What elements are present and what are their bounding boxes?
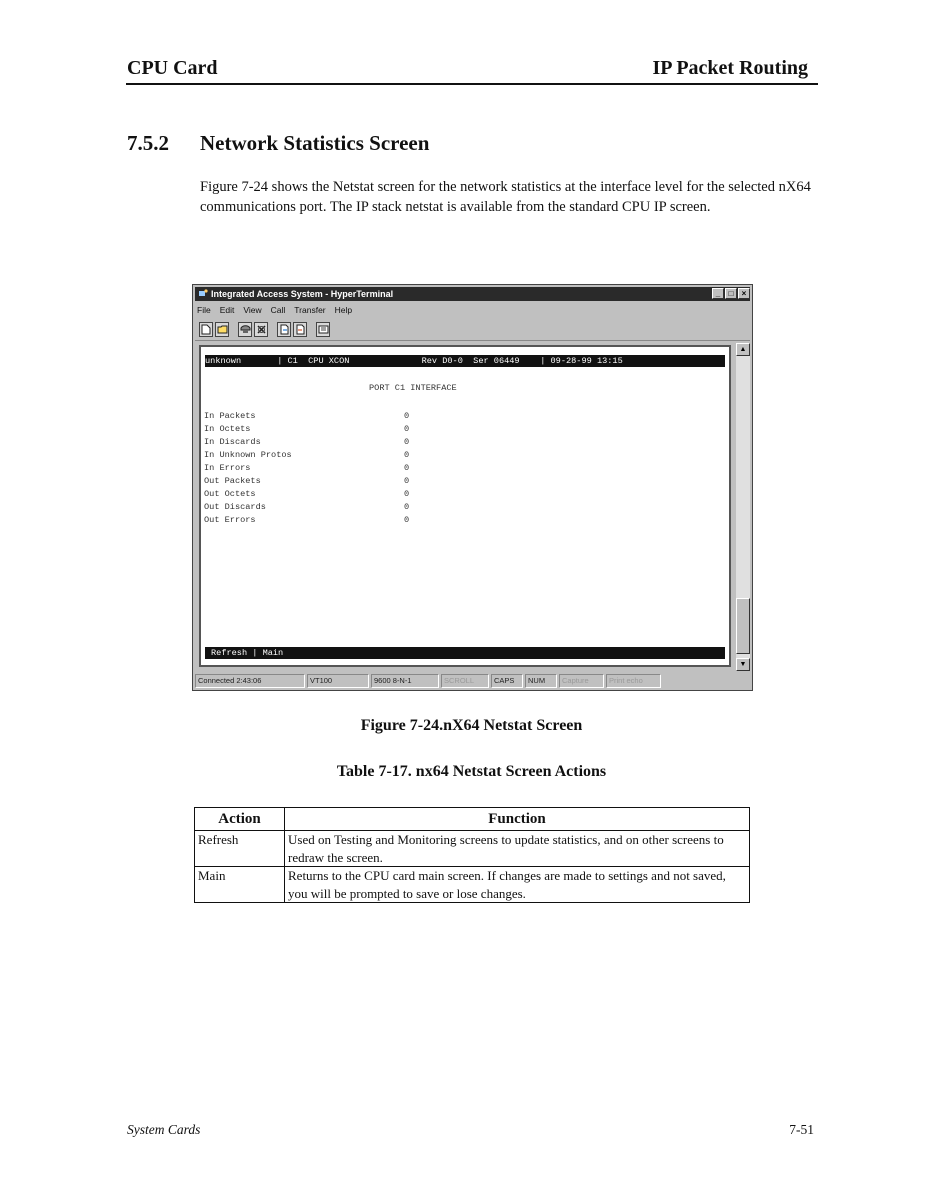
header-rule <box>126 83 818 85</box>
function-cell: Used on Testing and Monitoring screens to update statistics, and on other screens to redraw the screen. <box>285 831 750 867</box>
column-header-action: Action <box>195 808 285 831</box>
open-folder-icon[interactable] <box>215 322 229 337</box>
terminal-area[interactable] <box>199 345 731 667</box>
table-header-row <box>195 808 750 831</box>
section-number: 7.5.2 <box>127 131 169 155</box>
minimize-button[interactable]: _ <box>712 288 724 299</box>
stat-label: Out Discards <box>204 502 266 512</box>
section-title: Network Statistics Screen <box>200 131 430 155</box>
terminal-screen <box>203 349 727 663</box>
action-cell: Main <box>195 867 285 903</box>
stat-label: Out Octets <box>204 489 256 499</box>
terminal-heading: PORT C1 INTERFACE <box>369 383 457 393</box>
table-row <box>195 831 750 867</box>
scroll-down-arrow-icon[interactable]: ▼ <box>736 658 750 671</box>
stat-label: In Packets <box>204 411 256 421</box>
terminal-action-bar[interactable]: Refresh | Main <box>205 647 725 659</box>
menu-call[interactable]: Call <box>270 305 286 315</box>
column-header-function: Function <box>285 808 750 831</box>
function-cell: Returns to the CPU card main screen. If changes are made to settings and not saved, you will be prompted to save or lose changes. <box>285 867 750 903</box>
footer-section-name: System Cards <box>127 1122 201 1137</box>
stat-label: In Octets <box>204 424 251 434</box>
disconnect-icon[interactable] <box>254 322 268 337</box>
menu-edit[interactable]: Edit <box>219 305 235 315</box>
properties-icon[interactable] <box>316 322 330 337</box>
send-file-icon[interactable] <box>277 322 291 337</box>
menu-file[interactable]: File <box>197 305 211 315</box>
intro-paragraph: Figure 7-24 shows the Netstat screen for the network statistics at the interface level for the selected nX64 communications port. The IP stack netstat is available from the standard CPU IP screen. <box>200 179 811 215</box>
table-row <box>195 867 750 903</box>
action-cell: Refresh <box>195 831 285 867</box>
stat-row <box>204 476 409 486</box>
close-button[interactable]: × <box>738 288 750 299</box>
scroll-up-arrow-icon[interactable]: ▲ <box>736 343 750 356</box>
stat-value: 0 <box>404 515 410 525</box>
hyperterminal-app-icon <box>199 288 208 297</box>
stat-row <box>204 450 409 460</box>
vertical-scrollbar[interactable] <box>736 343 750 671</box>
running-header-chapter: CPU Card <box>127 57 218 79</box>
toolbar <box>199 320 330 338</box>
hyperterminal-window <box>192 284 753 691</box>
stat-value: 0 <box>404 476 410 486</box>
stat-row <box>204 502 409 512</box>
receive-file-icon[interactable] <box>293 322 307 337</box>
window-titlebar <box>195 287 750 301</box>
menu-bar <box>197 303 352 317</box>
stat-value: 0 <box>404 502 410 512</box>
terminal-status-line: unknown | C1 CPU XCON Rev D0-0 Ser 06449 | 09-28-99 13:15 <box>205 355 725 367</box>
stat-row <box>204 463 409 473</box>
status-emulation: VT100 <box>307 674 369 688</box>
menu-view[interactable]: View <box>243 305 262 315</box>
stat-label: In Unknown Protos <box>204 450 292 460</box>
status-print-echo: Print echo <box>606 674 661 688</box>
stat-label: In Discards <box>204 437 261 447</box>
stat-row <box>204 411 409 421</box>
stat-value: 0 <box>404 411 410 421</box>
status-settings: 9600 8-N-1 <box>371 674 439 688</box>
actions-table <box>194 807 750 903</box>
status-capture: Capture <box>559 674 604 688</box>
window-statusbar <box>195 674 750 688</box>
status-connected: Connected 2:43:06 <box>195 674 305 688</box>
maximize-button[interactable]: □ <box>725 288 737 299</box>
status-scroll: SCROLL <box>441 674 489 688</box>
stat-row <box>204 424 409 434</box>
menu-transfer[interactable]: Transfer <box>294 305 326 315</box>
new-file-icon[interactable] <box>199 322 213 337</box>
dial-phone-icon[interactable] <box>238 322 252 337</box>
status-caps: CAPS <box>491 674 523 688</box>
stat-label: Out Errors <box>204 515 256 525</box>
stat-value: 0 <box>404 463 410 473</box>
scroll-thumb[interactable] <box>736 598 750 654</box>
figure-caption: Figure 7-24.nX64 Netstat Screen <box>360 717 583 734</box>
stat-row <box>204 489 409 499</box>
table-caption: Table 7-17. nx64 Netstat Screen Actions <box>336 763 607 780</box>
stat-value: 0 <box>404 489 410 499</box>
menu-help[interactable]: Help <box>334 305 353 315</box>
window-title: Integrated Access System - HyperTerminal <box>211 289 394 299</box>
stat-value: 0 <box>404 450 410 460</box>
stat-label: Out Packets <box>204 476 261 486</box>
stat-label: In Errors <box>204 463 251 473</box>
stat-value: 0 <box>404 437 410 447</box>
stat-value: 0 <box>404 424 410 434</box>
toolbar-divider <box>195 340 750 341</box>
stat-row <box>204 515 409 525</box>
running-header-topic: IP Packet Routing <box>652 57 808 79</box>
status-num: NUM <box>525 674 557 688</box>
page-number: 7-51 <box>789 1122 814 1137</box>
stat-row <box>204 437 409 447</box>
